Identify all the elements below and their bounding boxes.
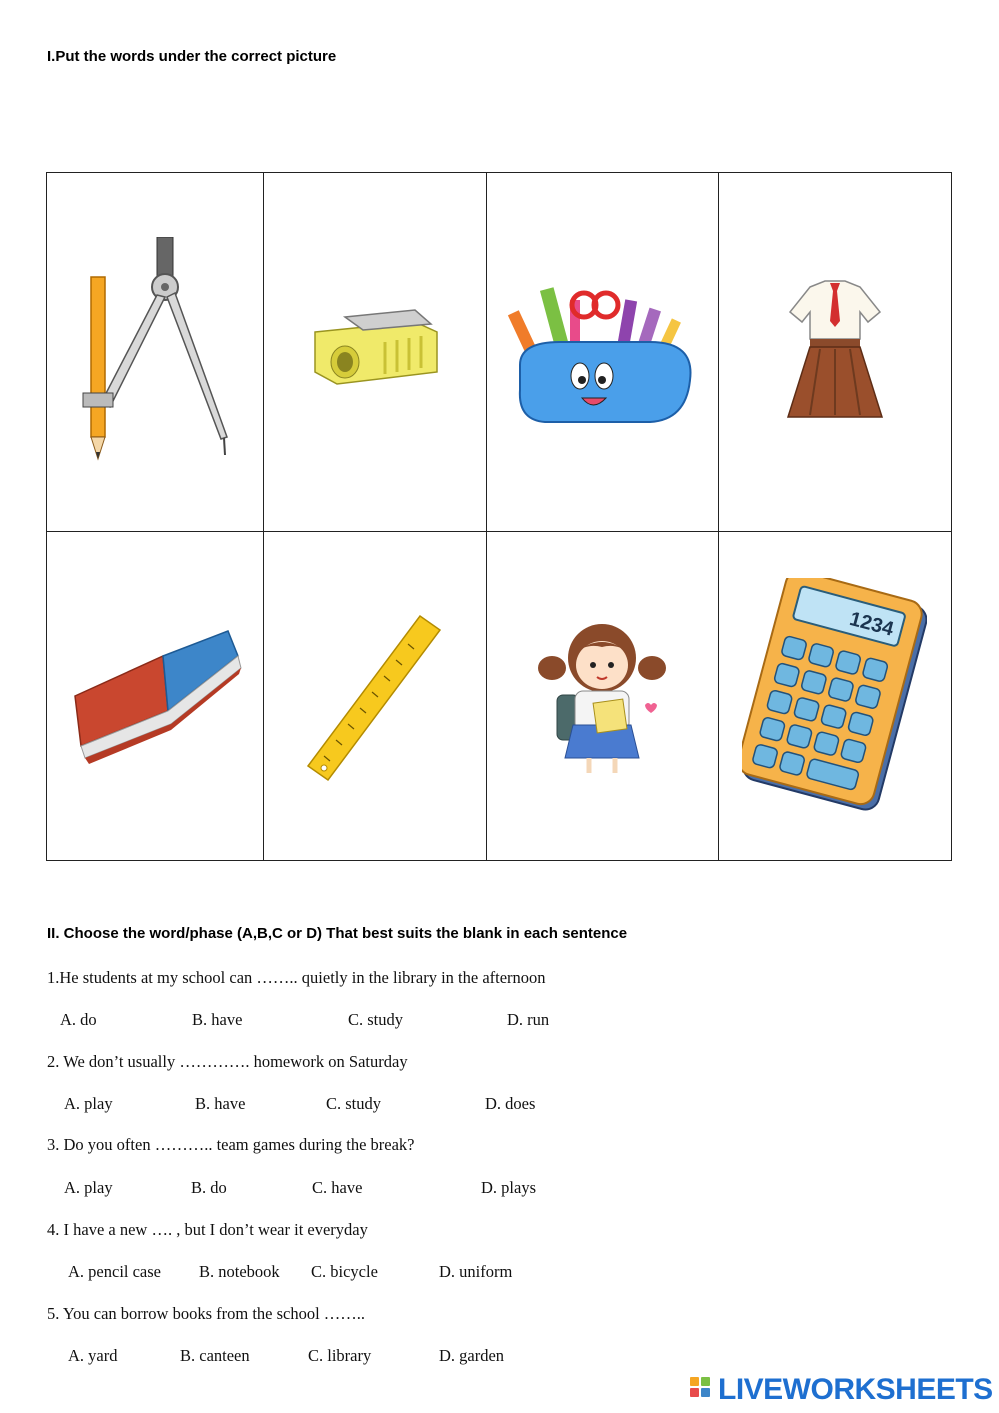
question-2-text: 2. We don’t usually …………. homework on Saturday (47, 1052, 408, 1071)
q4-option-c[interactable]: C. bicycle (311, 1262, 378, 1281)
pencil-sharpener-icon (305, 302, 445, 402)
q3-option-c[interactable]: C. have (312, 1178, 363, 1197)
picture-cell-3 (486, 173, 718, 531)
q3-option-a[interactable]: A. play (64, 1178, 113, 1197)
picture-cell-2 (263, 173, 486, 531)
picture-cell-7 (486, 531, 718, 860)
q2-option-c[interactable]: C. study (326, 1094, 382, 1113)
liveworksheets-brand-text: LIVEWORKSHEETS (718, 1373, 993, 1406)
question-1-text: 1.He students at my school can …….. quietly in the library in the afternoon (47, 968, 546, 987)
calculator-display: 1234 (847, 607, 896, 641)
q1-option-a[interactable]: A. do (60, 1010, 97, 1029)
q2-option-d[interactable]: D. does (485, 1094, 536, 1113)
q2-option-a[interactable]: A. play (64, 1094, 113, 1113)
section-1-title: I.Put the words under the correct picture (47, 48, 337, 65)
picture-cell-8 (718, 531, 951, 860)
q5-option-c[interactable]: C. library (308, 1346, 372, 1365)
picture-cell-5 (47, 531, 263, 860)
question-3-text: 3. Do you often ……….. team games during the break? (47, 1135, 415, 1154)
q3-option-b[interactable]: B. do (191, 1178, 227, 1197)
q1-option-c[interactable]: C. study (348, 1010, 404, 1029)
liveworksheets-logo-icon (690, 1375, 714, 1405)
q1-option-b[interactable]: B. have (192, 1010, 243, 1029)
q5-option-a[interactable]: A. yard (68, 1346, 118, 1365)
picture-cell-4 (718, 173, 951, 531)
q5-option-d[interactable]: D. garden (439, 1346, 505, 1365)
student-girl-icon (527, 613, 677, 778)
picture-grid (46, 172, 952, 861)
q5-option-b[interactable]: B. canteen (180, 1346, 250, 1365)
picture-cell-1 (47, 173, 263, 531)
liveworksheets-logo (690, 1370, 993, 1410)
q4-option-d[interactable]: D. uniform (439, 1262, 513, 1281)
q2-option-b[interactable]: B. have (195, 1094, 246, 1113)
question-4-text: 4. I have a new …. , but I don’t wear it everyday (47, 1220, 368, 1239)
school-uniform-icon (780, 277, 890, 427)
section-2-title: II. Choose the word/phase (A,B,C or D) That best suits the blank in each sentence (47, 925, 628, 942)
q4-option-a[interactable]: A. pencil case (68, 1262, 161, 1281)
calculator-icon (742, 578, 927, 813)
compass-pencil-icon (75, 237, 235, 467)
q4-option-b[interactable]: B. notebook (199, 1262, 280, 1281)
picture-cell-6 (263, 531, 486, 860)
question-5-text: 5. You can borrow books from the school …….. (47, 1304, 366, 1323)
eraser-icon (63, 626, 248, 766)
ruler-icon (300, 606, 450, 786)
q3-option-d[interactable]: D. plays (481, 1178, 536, 1197)
q1-option-d[interactable]: D. run (507, 1010, 550, 1029)
pencil-case-icon (500, 270, 705, 435)
